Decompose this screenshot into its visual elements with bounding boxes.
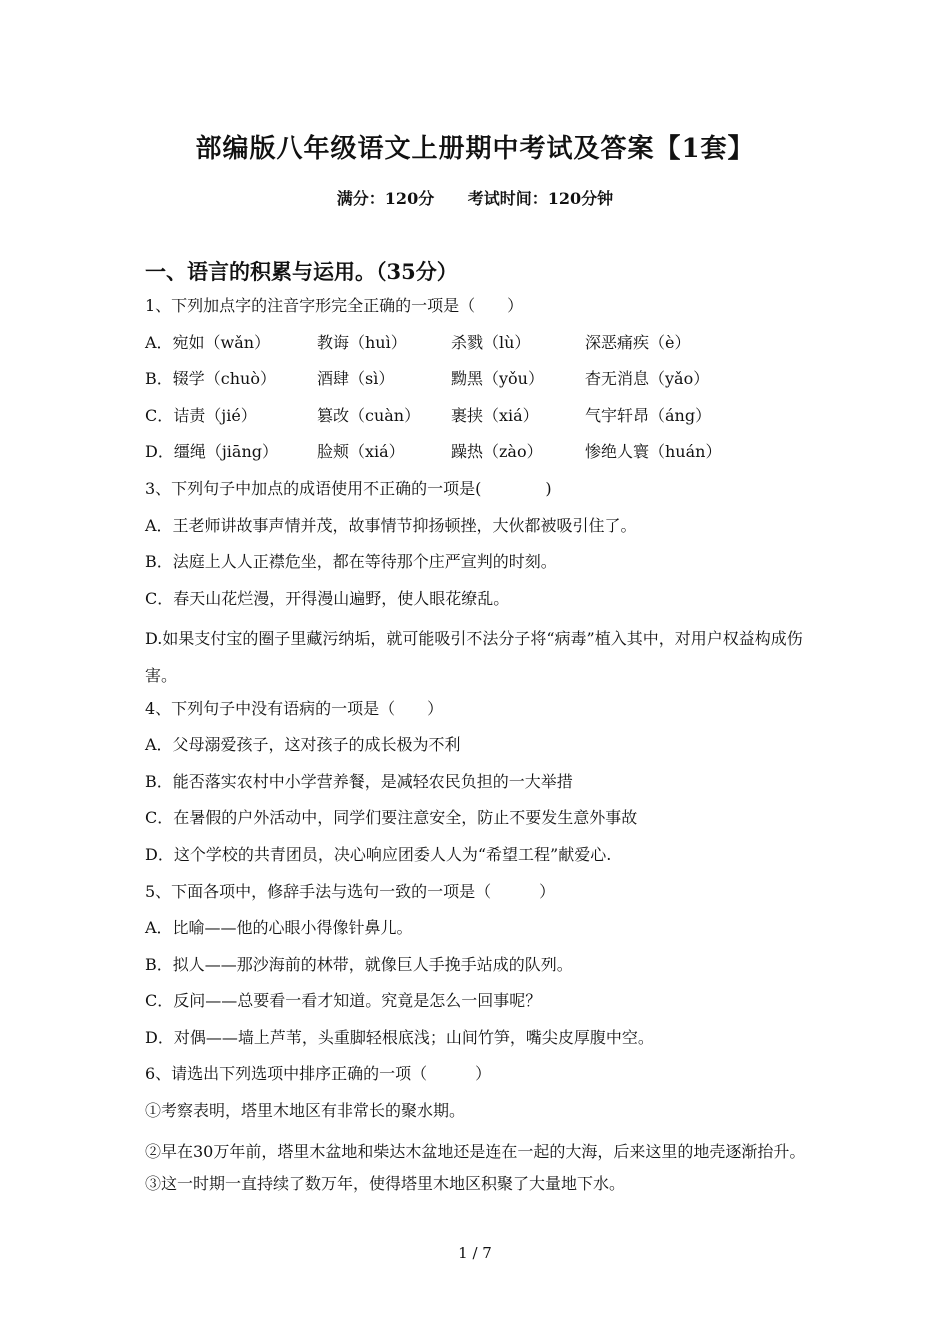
exam-info bbox=[0, 186, 950, 209]
q4-option-d: D．这个学校的共青团员，决心响应团委人人为“希望工程”献爱心. bbox=[145, 844, 612, 864]
q5-option-a: A．比喻——他的心眼小得像针鼻儿。 bbox=[145, 918, 413, 938]
option-cell: 深恶痛疾（è） bbox=[585, 332, 691, 352]
option-cell: 脸颊（xiá） bbox=[317, 442, 405, 462]
option-cell: 黝黑（yǒu） bbox=[451, 369, 544, 389]
q3-option-b: B．法庭上人人正襟危坐，都在等待那个庄严宣判的时刻。 bbox=[145, 552, 557, 572]
page-number: 1 / 7 bbox=[458, 1244, 492, 1262]
option-cell: C．诘责（jié） bbox=[145, 405, 257, 425]
option-cell: 杳无消息（yǎo） bbox=[585, 369, 710, 389]
q1-option-b bbox=[145, 365, 813, 402]
option-cell: 教诲（huì） bbox=[317, 332, 407, 352]
option-cell: D．缰绳（jiāng） bbox=[145, 442, 278, 462]
q4-option-a: A．父母溺爱孩子，这对孩子的成长极为不利 bbox=[145, 735, 461, 755]
question-body bbox=[145, 292, 813, 1207]
q6-sentence-3: ③这一时期一直持续了数万年，使得塔里木地区积聚了大量地下水。 bbox=[145, 1174, 626, 1194]
q3-stem: 3、下列句子中加点的成语使用不正确的一项是( ) bbox=[145, 478, 552, 498]
option-cell: 酒肆（sì） bbox=[317, 369, 395, 389]
option-cell: 惨绝人寰（huán） bbox=[585, 442, 722, 462]
option-cell: 裹挟（xiá） bbox=[451, 405, 539, 425]
page-title: 部编版八年级语文上册期中考试及答案【1套】 bbox=[195, 134, 755, 164]
q5-option-c: C．反问——总要看一看才知道。究竟是怎么一回事呢？ bbox=[145, 991, 542, 1011]
q4-stem: 4、下列句子中没有语病的一项是（ ） bbox=[145, 698, 444, 718]
option-cell: B．辍学（chuò） bbox=[145, 369, 276, 389]
q6-sentence-1: ①考察表明，塔里木地区有非常长的聚水期。 bbox=[145, 1101, 466, 1121]
q4-option-c: C．在暑假的户外活动中，同学们要注意安全，防止不要发生意外事故 bbox=[145, 808, 638, 828]
q1-option-c bbox=[145, 402, 813, 439]
q3-option-c: C．春天山花烂漫，开得漫山遍野，使人眼花缭乱。 bbox=[145, 588, 510, 608]
q6-sentence-2: ②早在30万年前，塔里木盆地和柴达木盆地还是连在一起的大海，后来这里的地壳逐渐抬升。 bbox=[145, 1141, 806, 1161]
q5-option-b: B．拟人——那沙海前的林带，就像巨人手挽手站成的队列。 bbox=[145, 954, 573, 974]
option-cell: 气宇轩昂（áng） bbox=[585, 405, 712, 425]
option-cell: 躁热（zào） bbox=[451, 442, 543, 462]
option-cell: 杀戮（lù） bbox=[451, 332, 531, 352]
full-score: 满分：120分 bbox=[336, 189, 435, 208]
q3-option-d: D.如果支付宝的圈子里藏污纳垢，就可能吸引不法分子将“病毒”植入其中，对用户权益构成伤害。 bbox=[145, 629, 803, 685]
section-heading: 一、语言的积累与运用。（35分） bbox=[145, 259, 458, 284]
exam-time: 考试时间：120分钟 bbox=[467, 189, 614, 208]
q6-stem: 6、请选出下列选项中排序正确的一项（ ） bbox=[145, 1064, 492, 1084]
q1-option-d bbox=[145, 438, 813, 475]
q3-option-a: A．王老师讲故事声情并茂，故事情节抑扬顿挫，大伙都被吸引住了。 bbox=[145, 515, 637, 535]
option-cell: 篡改（cuàn） bbox=[317, 405, 421, 425]
q4-option-b: B．能否落实农村中小学营养餐，是减轻农民负担的一大举措 bbox=[145, 771, 573, 791]
q1-option-a bbox=[145, 329, 813, 366]
q1-stem: 1、下列加点字的注音字形完全正确的一项是（ ） bbox=[145, 296, 524, 315]
q5-stem: 5、下面各项中，修辞手法与选句一致的一项是（ ） bbox=[145, 881, 556, 901]
option-cell: A．宛如（wǎn） bbox=[145, 332, 271, 352]
q5-option-d: D．对偶——墙上芦苇，头重脚轻根底浅；山间竹笋，嘴尖皮厚腹中空。 bbox=[145, 1027, 654, 1047]
